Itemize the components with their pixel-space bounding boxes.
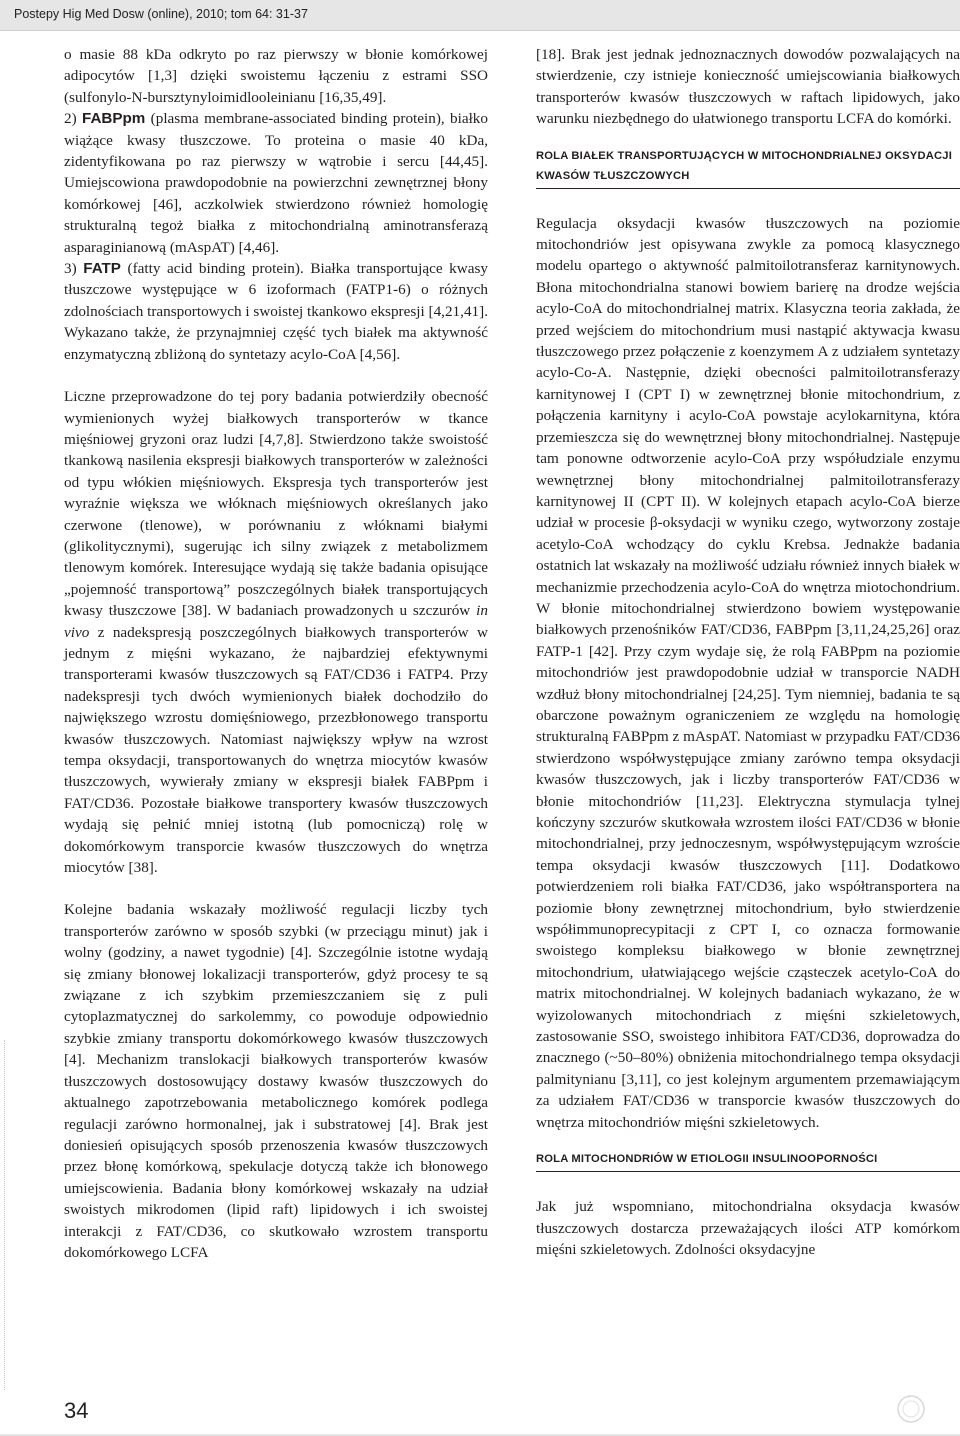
item-text: (fatty acid binding protein). Białka transportujące kwasy tłuszczowe występujące w 6 izoformach (FATP1-6) o różnych zdolnościach transportowych i swoistej tkankowo ekspresji [4,21,41]. Wykazano także, że przynajmniej część tych białek ma aktywność enzymatyczną zbliżoną do syntetazy acylo-CoA [4,56]. (64, 260, 488, 363)
page-number: 34 (64, 1398, 89, 1423)
right-column (536, 44, 960, 1260)
item-number: 2) (64, 110, 83, 128)
paragraph-text: z nadekspresją poszczególnych białkowych transporterów w jednym z mięśni wykazano, że najbardziej efektywnymi transporterami kwasów tłuszczowych są FAT/CD36 i FATP4. Przy nadekspresji tych dwóch wymienionych białek dochodziło do największego wzrostu domięśniowego, przezbłonowego transportu kwasów tłuszczowych. Natomiast największy wpływ na wzrost tempa oksydacji, transportowanych do wnętrza miocytów kwasów tłuszczowych, wywierały zmiany w ekspresji białek FABPpm i FAT/CD36. Pozostałe białkowe transportery kwasów tłuszczowych wydają się pełnić mniej istotną (lub pomocniczą) rolę w dokomórkowym transporcie kwasów tłuszczowych do wnętrza miocytów [38]. (64, 623, 488, 877)
paragraph-lipid-rafts: [18]. Brak jest jednak jednoznacznych dowodów pozwalających na stwierdzenie, czy istnieje konieczność umiejscowiania białkowych transporterów kwasów tłuszczowych w raftach lipidowych, jako warunku niezbędnego do ułatwionego transportu LCFA do komórki. (536, 46, 960, 128)
list-item-fabppm (64, 108, 488, 258)
paragraph-text: Liczne przeprowadzone do tej pory badania potwierdziły obecność wymienionych wyżej białkowych transporterów w tkance mięśniowej gryzoni oraz ludzi [4,7,8]. Stwierdzono także swoistość tkankową nasilenia ekspresji białkowych transporterów w zależności od typu włókien mięśniowych. Ekspresja tych transporterów jest wyraźnie większa we włóknach mięśniowych określanych jako czerwone (tlenowe), w porównaniu z włóknami białymi (glikolitycznymi), sugerując ich silny związek z metabolizmem tlenowym komórek. Interesujące wydają się także badania opisujące „pojemność transportową” poszczególnych białek transportujących kwasy tłuszczowe [38]. W badaniach prowadzonych u szczurów (64, 388, 488, 620)
italic-term: in vivo (64, 602, 488, 641)
item-term: FABPpm (82, 110, 146, 128)
running-title: Postepy Hig Med Dosw (online), 2010; tom 64: 31-37 (14, 7, 308, 21)
section-heading: ROLA BIAŁEK TRANSPORTUJĄCYCH W MITOCHONDRIALNEJ OKSYDACJI KWASÓW TŁUSZCZOWYCH (536, 146, 960, 189)
publisher-watermark-icon (896, 1394, 926, 1424)
item-term: FATP (83, 260, 121, 278)
item-1-continuation: o masie 88 kDa odkryto po raz pierwszy w błonie komórkowej adipocytów [1,3] dzięki swoistemu łączeniu z estrami SSO (sulfonylo-N-bursztynyloimidlooleinianu [16,35,49]. (64, 46, 488, 106)
paragraph-regulation: Kolejne badania wskazały możliwość regulacji liczby tych transporterów zarówno w sposób szybki (w przeciągu minut) jak i wolny (godziny, a nawet tygodnie) [4]. Szczególnie istotne wydają się zmiany błonowej lokalizacji transporterów, gdyż procesy te są związane z ich szybkim przemieszczaniem się z puli cytoplazmatycznej do sarkolemmy, co powoduje odpowiednio szybkie zmiany transportu dokomórkowego kwasów tłuszczowych [4]. Mechanizm translokacji białkowych transporterów kwasów tłuszczowych dostosowujący dostawy kwasów tłuszczowych do aktualnego zapotrzebowania metabolicznego komórek podlega regulacji zarówno hormonalnej, jak i substratowej [4]. Brak jest doniesień opisujących sposób przenoszenia kwasów tłuszczowych przez błonę komórkową, spekulacje dotyczą także ich błonowego umiejscowienia. Badania błony komórkowej wskazały na udział swoistych mikrodomen (lipid raft) lipidowych i ich swoistej interakcji z FAT/CD36, co skutkowało wzrostem transportu dokomórkowego LCFA (64, 901, 488, 1261)
paragraph-transporters-muscle (64, 386, 488, 878)
item-number: 3) (64, 260, 84, 278)
paragraph-insulin-resistance: Jak już wspomniano, mitochondrialna oksydacja kwasów tłuszczowych dostarcza przeważających ilości ATP komórkom mięśni szkieletowych. Zdolności oksydacyjne (536, 1198, 960, 1258)
section-heading: ROLA MITOCHONDRIÓW W ETIOLOGII INSULINOOPORNOŚCI (536, 1149, 960, 1172)
paragraph-mitochondrial-oxidation: Regulacja oksydacji kwasów tłuszczowych na poziomie mitochondriów jest opisywana zwykle za pomocą klasycznego modelu opartego o aktywność palmitoilotransferaz karnitynowych. Błona mitochondrialna stanowi bowiem barierę na drodze wejścia acylo-CoA do mitochondrialnej matrix. Klasyczna teoria zakłada, że przed wejściem do mitochondrium musi nastąpić aktywacja kwasu tłuszczowego przez połączenie z koenzymem A z udziałem syntetazy acylo-Co-A. Następnie, dzięki obecności palmitoilotransferazy karnitynowej I (CPT I) w zewnętrznej błonie mitochondrium, z połączenia karnityny i acylo-CoA powstaje acylokarnityna, która przemieszcza się do wewnętrznej błony mitochondrialnej. Następuje tam ponowne odtworzenie acylo-CoA przy współudziale enzymu wewnętrznej błony mitochondrialnej palmitoilotransferazy karnitynowej II (CPT II). W kolejnych etapach acylo-CoA bierze udział w procesie β-oksydacji w wyniku czego, wytworzony zostaje acetylo-CoA wchodzący do cyklu Krebsa. Jednakże badania ostatnich lat wskazały na możliwość udziału również innych białek w mechanizmie przechodzenia acylo-CoA do wnętrza miotochondrium. W błonie mitochondrialnej stwierdzono bowiem występowanie białkowych przenośników FAT/CD36, FABPpm [3,11,24,25,26] oraz FATP-1 [42]. Przy czym wydaje się, że rolą FABPpm na poziomie mitochondriów jest prawdopodobnie udział w transporcie NADH wzdłuż błony mitochondrialnej [24,25]. Tym niemniej, badania te są obarczone poważnym ograniczeniem ze względu na homologię strukturalną FABPpm z mAspAT. Natomiast w przypadku FAT/CD36 stwierdzono współwystępujące zmiany zarówno tempa oksydacji kwasów tłuszczowych, jak i liczby transporterów FAT/CD36 w błonie mitochondriów [11,23]. Elektryczna stymulacja tylnej kończyny szczurów skutkowała wzrostem ilości FAT/CD36 w błonie mitochondrialnej, przy jednoczesnym, współwystępującym wzroście tempa oksydacji kwasów tłuszczowych [11]. Dodatkowo potwierdzeniem roli białka FAT/CD36, jako współtransportera na poziomie błony zewnętrznej mitochondrium, było stwierdzenie współimmunoprecypitacji z CPT I, co oznacza formowanie swoistego kompleksu białkowego w błonie zewnętrznej mitochondrium, ułatwiającego wejście cząsteczek acetylo-CoA do matrix mitochondrialnej. W kolejnych badaniach wykazano, że w wyizolowanych mitochondriach z mięśni szkieletowych, zastosowanie SSO, swoistego inhibitora FAT/CD36, doprowadza do znacznego (~50–80%) obniżenia mitochondrialnego tempa oksydacji palmitynianu [3,11], co jest kolejnym argumentem przemawiającym za udziałem FAT/CD36 w transporcie kwasów tłuszczowych do wnętrza mitochondriów mięśni szkieletowych. (536, 214, 960, 1131)
left-column (64, 44, 488, 1263)
list-item-fatp (64, 258, 488, 365)
running-header (0, 0, 960, 31)
margin-crop-marks (4, 1040, 9, 1390)
item-text: (plasma membrane-associated binding protein), białko wiążące kwasy tłuszczowe. To proteina o masie 40 kDa, zidentyfikowana po raz pierwszy w wątrobie i sercu [44,45]. Umiejscowiona prawdopodobnie na powierzchni zewnętrznej błony komórkowej [46], aczkolwiek stwierdzono również homologię strukturalną tegoż białka z mitochondrialną aminotransferazą asparaginianową (mAspAT) [4,46]. (64, 110, 488, 256)
